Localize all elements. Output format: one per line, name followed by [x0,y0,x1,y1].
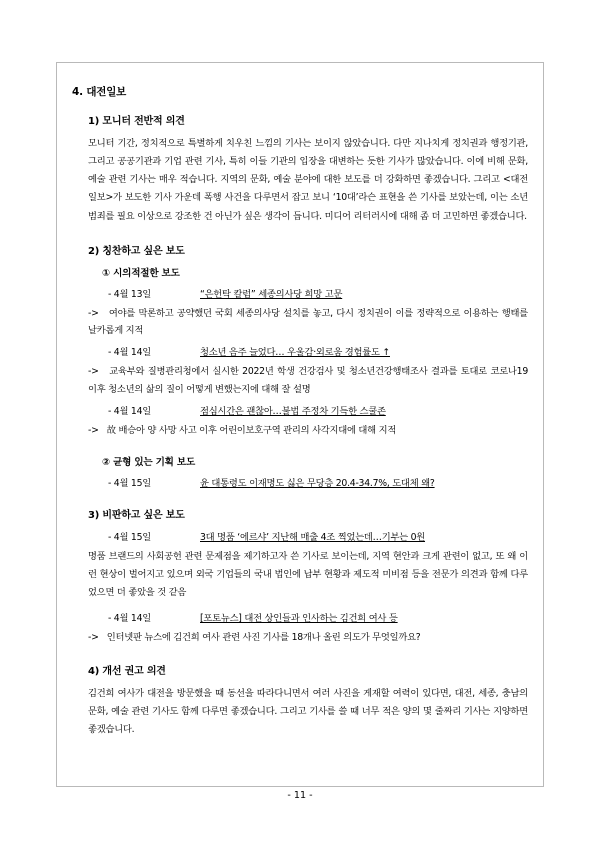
heading-balanced-report: ② 균형 있는 기획 보도 [102,457,196,469]
article-title: “은헌탁 칼럼” 세종의사당 희망 고문 [200,288,343,300]
paragraph-monitor-overall: 모니터 기간, 정치적으로 특별하게 치우친 느낌의 기사는 보이지 않았습니다. 다만 지나치게 정치권과 행정기관, 그리고 공공기관과 기업 관련 기사, 특히 이들 기관의 입장을 대변하는 듯한 기사가 많았습니다. 이에 비해 문화, 예술 관련 기사는 매우 적습니다. 지역의 문화, 예술 분야에 대한 보도를 더 강화하면 좋겠습니다. 그리고 <대전일보>가 보도한 기사 가운데 폭행 사건을 다루면서 잡고 보니 ‘10대’라슨 표현을 쓴 기사를 보았는데, 이는 소년범죄를 필요 이상으로 강조한 건 아닌가 싶은 생각이 듭니다. 미디어 리터러시에 대해 좀 더 고민하면 좋겠습니다. [88,138,528,222]
article-date: - 4월 14일 [108,613,151,625]
article-entry [72,529,528,546]
article-date: - 4월 14일 [108,405,151,417]
article-entry [72,475,528,492]
article-date: - 4월 13일 [108,288,151,300]
article-entry [72,286,528,303]
article-title: 청소년 음주 늘었다… 우울감·외로움 경험률도 ↑ [200,347,390,359]
article-title: 윤 대통령도 이재명도 싫은 무당층 20.4-34.7%, 도대체 왜? [200,478,435,490]
article-date: - 4월 14일 [108,347,151,359]
article-entry [72,344,528,361]
article-title: 3대 명품 ‘에르샤’ 지난해 매출 4조 찍었는데…기부는 0원 [200,531,426,543]
document-content [72,84,528,749]
article-title: [포토뉴스] 대전 상인들과 인사하는 김건희 여사 등 [200,613,398,625]
article-date: - 4월 15일 [108,531,151,543]
paragraph-recommendation: 김건희 여사가 대전을 방문했을 때 동선을 따라다니면서 여러 사진을 게재할 여력이 있다면, 대전, 세종, 충남의 문화, 예술 관련 기사도 함께 다루면 좋겠습니다. 그리고 기사를 쓸 때 너무 적은 양의 몇 줄짜리 기사는 지양하면 좋겠습니다. [88,688,528,736]
heading-recommendation: 4) 개선 권고 의견 [88,666,166,678]
article-title: 점심시간은 괜찮아…불법 주정차 기득한 스쿨존 [200,405,386,417]
spacer [72,443,528,454]
heading-praise: 2) 칭찬하고 싶은 보도 [88,245,185,257]
heading-monitor-overall: 1) 모니터 전반적 의견 [88,116,185,127]
article-date: - 4월 15일 [108,478,151,490]
article-entry [72,610,528,627]
heading-timely-report: ① 시의적절한 보도 [102,267,180,279]
heading-criticism: 3) 비판하고 싶은 보도 [88,509,185,521]
article-entry [72,403,528,420]
comment-line: -> 여야를 막론하고 공약했던 국회 세종의사당 설치를 놓고, 다시 정치권이 이를 정략적으로 이용하는 행태를 날카롭게 지적 [88,307,528,337]
comment-line: -> 故 배승아 양 사망 사고 이후 어린이보호구역 관리의 사각지대에 대해 지적 [88,424,397,436]
spacer [72,495,528,506]
spacer [72,651,528,662]
comment-line: -> 교육부와 질병관리청에서 실시한 2022년 학생 건강검사 및 청소년건강행태조사 결과를 토대로 코로나19 이후 청소년의 삶의 질이 어떻게 변했는지에 대해 잘 설명 [88,366,528,395]
paragraph-criticism-1: 명품 브랜드의 사회공헌 관련 문제점을 제기하고자 쓴 기사로 보이는데, 지역 현안과 크게 관련이 없고, 또 왜 이런 현상이 벌어지고 있으며 외국 기업들의 국내 법인에 납부 현황과 제도적 미비점 등을 전문가 의견과 함께 다루었으면 더 좋았을 것 같음 [88,550,528,599]
page-number: - 11 - [287,790,313,801]
section-title: 4. 대전일보 [72,86,127,98]
comment-line: -> 인터넷판 뉴스에 김건희 여사 관련 사진 기사를 18개나 올린 의도가 무엇일까요? [88,632,421,644]
